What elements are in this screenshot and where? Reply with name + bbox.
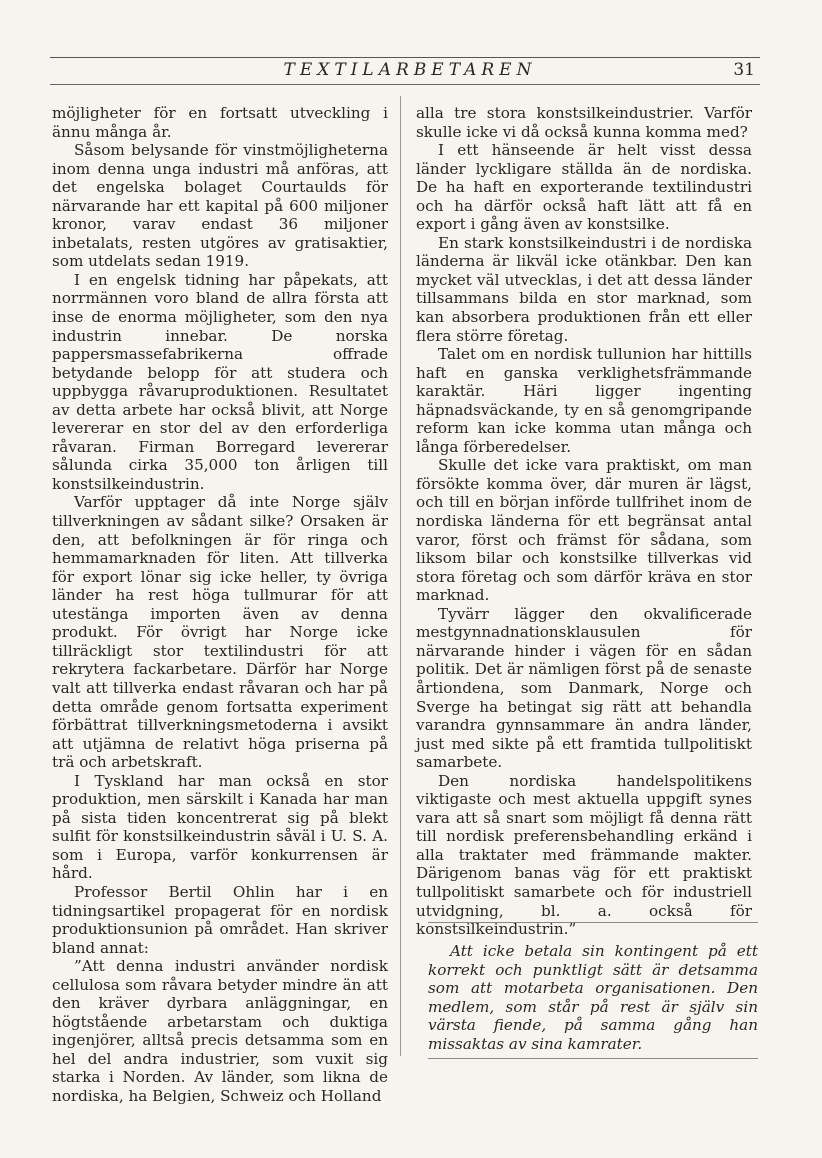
paragraph: Skulle det icke vara praktiskt, om man försökte komma över, där muren är lägst, och till en början införde tullfrihet inom de nordiska länderna för ett begränsat antal varor, först och främst för sådana, som liksom bilar och konstsilke tillverkas vid stora företag och som därför kräva en stor marknad. xyxy=(416,456,752,605)
note-text: Att icke betala sin kontingent på ett korrekt och punktligt sätt är detsamma som att motarbeta organisationen. Den medlem, som står på rest är själv sin värsta fiende, på samma gång han missaktas av sina kamrater. xyxy=(428,942,758,1053)
paragraph: möjligheter för en fortsatt utveckling i ännu många år. xyxy=(52,104,388,141)
note-top-rule xyxy=(428,922,758,923)
header-bottom-rule xyxy=(50,84,760,85)
page-number: 31 xyxy=(733,60,755,80)
right-column xyxy=(416,104,752,939)
paragraph: En stark konstsilkeindustri i de nordiska länderna är likväl icke otänkbar. Den kan mycket väl utvecklas, i det att dessa länder tillsammans bilda en stor marknad, som kan absorbera produktionen från ett eller flera större företag. xyxy=(416,233,752,345)
paragraph: Talet om en nordisk tullunion har hittills haft en ganska verklighetsfrämmande karaktär. Häri ligger ingenting häpnadsväckande, ty en så genomgripande reform kan icke komma utan många och långa förberedelser. xyxy=(416,345,752,456)
left-column xyxy=(52,104,388,1106)
paragraph: I Tyskland har man också en stor produktion, men särskilt i Kanada har man på sista tiden koncentrerat sig på blekt sulfit för konstsilkeindustrin såväl i U. S. A. som i Europa, varför konkurrensen är hård. xyxy=(52,771,388,883)
paragraph: Professor Bertil Ohlin har i en tidningsartikel propagerat för en nordisk produktionsunion på området. Han skriver bland annat: xyxy=(52,882,388,957)
paragraph: alla tre stora konstsilkeindustrier. Varför skulle icke vi då också kunna komma med? xyxy=(416,104,752,141)
paragraph: Den nordiska handelspolitikens viktigaste och mest aktuella uppgift synes vara att så snart som möjligt få denna rätt till nordisk preferensbehandling erkänd i alla traktater med främmande makter. Därigenom banas väg för ett praktiskt tullpolitiskt samarbete och för industriell utvidgning, bl. a. också för konstsilkeindustrin.” xyxy=(416,771,752,939)
paragraph: Såsom belysande för vinstmöjligheterna inom denna unga industri må anföras, att det engelska bolaget Courtaulds för närvarande har ett kapital på 600 miljoner kronor, varav endast 36 miljoner inbetalats, resten utgöres av gratisaktier, som utdelats sedan 1919. xyxy=(52,141,388,271)
note-bottom-rule xyxy=(428,1058,758,1059)
paragraph: Varför upptager då inte Norge själv tillverkningen av sådant silke? Orsaken är den, att befolkningen är för ringa och hemmamarknaden för liten. Att tillverka för export lönar sig icke heller, ty övriga länder ha rest höga tullmurar för att utestänga importen även av denna produkt. För övrigt har Norge icke tillräckligt stor textilindustri för att rekrytera fackarbetare. Därför har Norge valt att tillverka endast råvaran och har på detta område genom fortsatta experiment förbättrat tillverkningsmetoderna i avsikt att utjämna de relativt höga priserna på trä och arbetskraft. xyxy=(52,493,388,772)
running-title: TEXTILARBETAREN xyxy=(283,60,537,80)
column-divider xyxy=(400,96,401,1056)
paragraph: ”Att denna industri använder nordisk cellulosa som råvara betyder mindre än att den kräver dyrbara anläggningar, en högtstående arbetarstam och duktiga ingenjörer, alltså precis detsamma som en hel del andra industrier, som vuxit sig starka i Norden. Av länder, som likna de nordiska, ha Belgien, Schweiz och Holland xyxy=(52,957,388,1105)
header-top-rule xyxy=(50,57,760,58)
paragraph: Tyvärr lägger den okvalificerade mestgynnadnationsklausulen för närvarande hinder i vägen för en sådan politik. Det är nämligen först på de senaste årtiondena, som Danmark, Norge och Sverge ha betingat sig rätt att behandla varandra gynnsammare än andra länder, just med sikte på ett framtida tullpolitiskt samarbete. xyxy=(416,604,752,772)
paragraph: I ett hänseende är helt visst dessa länder lyckligare ställda än de nordiska. De ha haft en exporterande textilindustri och ha därför också haft lätt att få en export i gång även av konstsilke. xyxy=(416,141,752,234)
paragraph: I en engelsk tidning har påpekats, att norrmännen voro bland de allra första att inse de enorma möjligheter, som den nya industrin innebar. De norska pappersmassefabrikerna offrade betydande belopp för att studera och uppbygga råvaruproduktionen. Resultatet av detta arbete har också blivit, att Norge levererar en stor del av den erforderliga råvaran. Firman Borregard levererar sålunda cirka 35,000 ton årligen till konstsilkeindustrin. xyxy=(52,270,388,493)
boxed-note xyxy=(428,942,758,1054)
